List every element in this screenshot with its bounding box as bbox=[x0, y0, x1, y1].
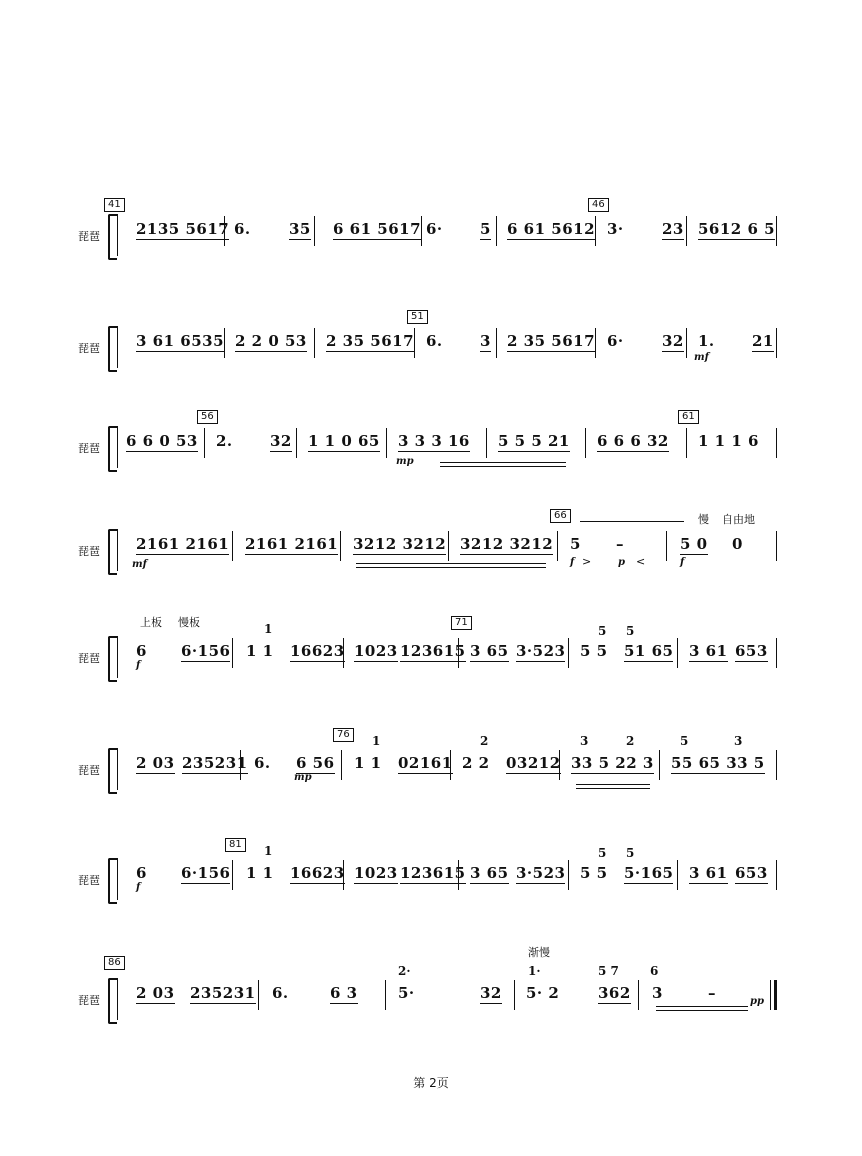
measure: 3 bbox=[480, 332, 491, 350]
decrescendo-line bbox=[356, 563, 546, 564]
system-brace-line bbox=[117, 426, 118, 468]
system-brace bbox=[108, 636, 117, 682]
measure: 3 bbox=[652, 984, 663, 1002]
crescendo-hairpin: < bbox=[636, 555, 646, 568]
measure: 2 03 bbox=[136, 754, 175, 772]
measure: 32 bbox=[270, 432, 292, 450]
barline bbox=[595, 328, 596, 358]
measure: 35 bbox=[289, 220, 311, 238]
upper-note: 5 bbox=[626, 846, 635, 860]
system-brace-line bbox=[117, 529, 118, 571]
barline bbox=[258, 980, 259, 1010]
upper-note: 5 bbox=[598, 624, 607, 638]
barline bbox=[686, 328, 687, 358]
measure-number-box: 81 bbox=[225, 838, 246, 852]
dynamic-mark: mp bbox=[294, 772, 312, 783]
instrument-label: 琵琶 bbox=[78, 652, 100, 665]
instrument-label: 琵琶 bbox=[78, 994, 100, 1007]
measure-number-box: 51 bbox=[407, 310, 428, 324]
staff-row-8 bbox=[0, 946, 862, 1052]
measure: 5 5 bbox=[580, 642, 608, 660]
staff-row-7 bbox=[0, 839, 862, 932]
barline bbox=[568, 860, 569, 890]
instrument-label: 琵琶 bbox=[78, 342, 100, 355]
measure-number-box: 86 bbox=[104, 956, 125, 970]
barline bbox=[776, 531, 777, 561]
barline bbox=[776, 216, 777, 246]
barline bbox=[776, 428, 777, 458]
dynamic-mark: f bbox=[136, 882, 141, 893]
measure: 32 bbox=[662, 332, 684, 350]
measure: 6·156 bbox=[181, 642, 231, 660]
dynamic-mark: f bbox=[680, 557, 685, 568]
barline bbox=[514, 980, 515, 1010]
measure: 235231 bbox=[190, 984, 256, 1002]
measure-number-box: 46 bbox=[588, 198, 609, 212]
barline bbox=[557, 531, 558, 561]
dynamic-mark: mp bbox=[396, 456, 414, 467]
measure: 6· bbox=[426, 220, 443, 238]
measure: 123615 bbox=[400, 864, 466, 882]
staff-row-3 bbox=[0, 411, 862, 500]
barline bbox=[224, 328, 225, 358]
system-brace-line bbox=[117, 214, 118, 256]
measure-number-box: 71 bbox=[451, 616, 472, 630]
measure: 123615 bbox=[400, 642, 466, 660]
barline bbox=[314, 328, 315, 358]
crescendo-line bbox=[440, 466, 566, 467]
system-brace-line bbox=[117, 858, 118, 900]
measure: 3· bbox=[607, 220, 624, 238]
measure: – bbox=[616, 535, 624, 553]
measure: 1 1 bbox=[246, 642, 274, 660]
upper-note: 3 bbox=[734, 734, 743, 748]
barline bbox=[448, 531, 449, 561]
barline bbox=[340, 531, 341, 561]
barline bbox=[776, 328, 777, 358]
barline bbox=[686, 216, 687, 246]
barline bbox=[666, 531, 667, 561]
measure: 6. bbox=[254, 754, 271, 772]
measure: 6. bbox=[234, 220, 251, 238]
upper-note: 2 bbox=[626, 734, 635, 748]
upper-note: 1 bbox=[264, 622, 273, 636]
decrescendo-hairpin: > bbox=[582, 555, 592, 568]
dynamic-mark: f bbox=[570, 557, 575, 568]
measure-number-box: 66 bbox=[550, 509, 571, 523]
upper-note: 6 bbox=[650, 964, 659, 978]
measure: 2. bbox=[216, 432, 233, 450]
barline bbox=[240, 750, 241, 780]
barline bbox=[296, 428, 297, 458]
dynamic-mark: p bbox=[618, 557, 625, 568]
barline bbox=[677, 860, 678, 890]
barline bbox=[314, 216, 315, 246]
upper-note: 3 bbox=[580, 734, 589, 748]
measure: 2135 5617 bbox=[136, 220, 230, 238]
measure: 1 1 bbox=[354, 754, 382, 772]
measure: 6 bbox=[136, 642, 147, 660]
measure: 1023 bbox=[354, 642, 398, 660]
barline bbox=[458, 638, 459, 668]
barline bbox=[232, 638, 233, 668]
instrument-label: 琵琶 bbox=[78, 230, 100, 243]
decrescendo-line bbox=[656, 1010, 748, 1011]
decrescendo-line bbox=[656, 1006, 748, 1007]
measure: 1. bbox=[698, 332, 715, 350]
measure: 3 61 6535 bbox=[136, 332, 225, 350]
measure: 6. bbox=[272, 984, 289, 1002]
tempo-text: 慢 bbox=[698, 513, 709, 526]
system-brace bbox=[108, 326, 117, 372]
staff-row-6 bbox=[0, 729, 862, 822]
measure: 5 bbox=[570, 535, 581, 553]
barline bbox=[677, 638, 678, 668]
measure: 2 03 bbox=[136, 984, 175, 1002]
measure: 3 65 bbox=[470, 642, 509, 660]
measure: 0 bbox=[732, 535, 743, 553]
measure: 5· bbox=[398, 984, 415, 1002]
barline bbox=[559, 750, 560, 780]
measure: 362 bbox=[598, 984, 631, 1002]
measure: – bbox=[708, 984, 716, 1002]
upper-note: 5 bbox=[626, 624, 635, 638]
final-barline-thin bbox=[770, 980, 771, 1010]
measure: 6 56 bbox=[296, 754, 335, 772]
system-brace bbox=[108, 214, 117, 260]
measure: 653 bbox=[735, 864, 768, 882]
barline bbox=[232, 860, 233, 890]
measure: 1 1 0 65 bbox=[308, 432, 380, 450]
tempo-text: 自由地 bbox=[722, 513, 755, 526]
measure: 3·523 bbox=[516, 642, 566, 660]
measure: 23 bbox=[662, 220, 684, 238]
system-brace-line bbox=[117, 748, 118, 790]
tempo-text: 渐慢 bbox=[528, 946, 550, 959]
barline bbox=[486, 428, 487, 458]
system-brace-line bbox=[117, 978, 118, 1020]
measure: 1 1 1 6 bbox=[698, 432, 759, 450]
barline bbox=[595, 216, 596, 246]
measure: 5 bbox=[480, 220, 491, 238]
measure: 16623 bbox=[290, 864, 345, 882]
barline bbox=[386, 428, 387, 458]
instrument-label: 琵琶 bbox=[78, 764, 100, 777]
dynamic-mark: mf bbox=[694, 352, 709, 363]
barline bbox=[385, 980, 386, 1010]
upper-note: 2· bbox=[398, 964, 411, 978]
measure: 3 65 bbox=[470, 864, 509, 882]
system-brace bbox=[108, 978, 117, 1024]
barline bbox=[568, 638, 569, 668]
upper-note: 5 7 bbox=[598, 964, 619, 978]
dynamic-mark: pp bbox=[750, 996, 764, 1007]
barline bbox=[496, 216, 497, 246]
staff-row-5 bbox=[0, 616, 862, 710]
measure: 2 2 0 53 bbox=[235, 332, 307, 350]
measure: 32 bbox=[480, 984, 502, 1002]
measure: 1023 bbox=[354, 864, 398, 882]
measure: 3212 3212 bbox=[460, 535, 554, 553]
measure: 6 3 bbox=[330, 984, 358, 1002]
measure: 6 bbox=[136, 864, 147, 882]
measure: 33 5 22 3 bbox=[571, 754, 654, 772]
measure: 6 6 6 32 bbox=[597, 432, 669, 450]
tempo-text: 上板 bbox=[140, 616, 162, 629]
measure: 16623 bbox=[290, 642, 345, 660]
measure: 3 61 bbox=[689, 642, 728, 660]
barline bbox=[659, 750, 660, 780]
dynamic-mark: mf bbox=[132, 559, 147, 570]
measure: 5· 2 bbox=[526, 984, 560, 1002]
measure: 2161 2161 bbox=[136, 535, 230, 553]
staff-row-1 bbox=[0, 199, 862, 288]
upper-note: 5 bbox=[680, 734, 689, 748]
measure-number-box: 41 bbox=[104, 198, 125, 212]
barline bbox=[585, 428, 586, 458]
fermata-line bbox=[580, 521, 684, 522]
measure: 2161 2161 bbox=[245, 535, 339, 553]
measure: 1 1 bbox=[246, 864, 274, 882]
measure: 5·165 bbox=[624, 864, 674, 882]
measure: 5 0 bbox=[680, 535, 708, 553]
measure: 5 5 5 21 bbox=[498, 432, 570, 450]
barline bbox=[414, 328, 415, 358]
system-brace bbox=[108, 529, 117, 575]
staff-row-2 bbox=[0, 311, 862, 400]
decrescendo-line bbox=[576, 784, 650, 785]
upper-note: 2 bbox=[480, 734, 489, 748]
barline bbox=[224, 216, 225, 246]
measure-number-box: 56 bbox=[197, 410, 218, 424]
measure: 6· bbox=[607, 332, 624, 350]
upper-note: 1 bbox=[372, 734, 381, 748]
page-number: 第 2页 bbox=[413, 1076, 449, 1090]
measure: 3 61 bbox=[689, 864, 728, 882]
barline bbox=[450, 750, 451, 780]
measure: 55 65 33 5 bbox=[671, 754, 765, 772]
measure: 21 bbox=[752, 332, 774, 350]
upper-note: 1· bbox=[528, 964, 541, 978]
barline bbox=[343, 638, 344, 668]
measure: 3 3 3 16 bbox=[398, 432, 470, 450]
measure-number-box: 61 bbox=[678, 410, 699, 424]
measure: 2 2 bbox=[462, 754, 490, 772]
measure: 3212 3212 bbox=[353, 535, 447, 553]
decrescendo-line bbox=[576, 788, 650, 789]
measure: 2 35 5617 bbox=[326, 332, 415, 350]
measure: 51 65 bbox=[624, 642, 674, 660]
barline bbox=[686, 428, 687, 458]
measure: 235231 bbox=[182, 754, 248, 772]
barline bbox=[776, 860, 777, 890]
measure: 6. bbox=[426, 332, 443, 350]
barline bbox=[496, 328, 497, 358]
system-brace bbox=[108, 748, 117, 794]
dynamic-mark: f bbox=[136, 660, 141, 671]
barline bbox=[421, 216, 422, 246]
measure: 6 6 0 53 bbox=[126, 432, 198, 450]
system-brace bbox=[108, 426, 117, 472]
instrument-label: 琵琶 bbox=[78, 874, 100, 887]
final-barline-thick bbox=[774, 980, 777, 1010]
system-brace bbox=[108, 858, 117, 904]
barline bbox=[204, 428, 205, 458]
barline bbox=[232, 531, 233, 561]
measure: 6 61 5617 bbox=[333, 220, 422, 238]
decrescendo-line bbox=[356, 567, 546, 568]
measure: 653 bbox=[735, 642, 768, 660]
measure: 6·156 bbox=[181, 864, 231, 882]
system-brace-line bbox=[117, 326, 118, 368]
system-brace-line bbox=[117, 636, 118, 678]
barline bbox=[776, 638, 777, 668]
barline bbox=[638, 980, 639, 1010]
instrument-label: 琵琶 bbox=[78, 442, 100, 455]
measure: 03212 bbox=[506, 754, 561, 772]
instrument-label: 琵琶 bbox=[78, 545, 100, 558]
measure: 02161 bbox=[398, 754, 453, 772]
barline bbox=[458, 860, 459, 890]
barline bbox=[776, 750, 777, 780]
barline bbox=[341, 750, 342, 780]
measure: 2 35 5617 bbox=[507, 332, 596, 350]
upper-note: 1 bbox=[264, 844, 273, 858]
staff-row-4 bbox=[0, 510, 862, 603]
crescendo-line bbox=[440, 462, 566, 463]
tempo-text: 慢板 bbox=[178, 616, 200, 629]
measure: 5612 6 5 bbox=[698, 220, 776, 238]
barline bbox=[343, 860, 344, 890]
measure: 5 5 bbox=[580, 864, 608, 882]
measure: 3·523 bbox=[516, 864, 566, 882]
measure: 6 61 5612 bbox=[507, 220, 596, 238]
measure-number-box: 76 bbox=[333, 728, 354, 742]
upper-note: 5 bbox=[598, 846, 607, 860]
